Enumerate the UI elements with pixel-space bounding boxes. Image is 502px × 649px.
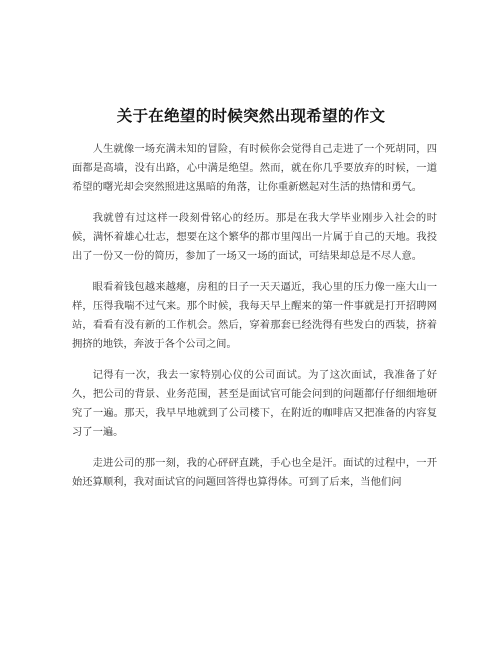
paragraph-3: 眼看着钱包越来越瘪，房租的日子一天天逼近，我心里的压力像一座大山一样，压得我喘不过气来。那个时候，我每天早上醒来的第一件事就是打开招聘网站，看看有没有新的工作机会。然后，穿着那套已经洗得有些发白的西装，挤着拥挤的地铁，奔波于各个公司之间。	[72, 281, 437, 350]
document-body	[72, 140, 437, 504]
paragraph-2: 我就曾有过这样一段刻骨铭心的经历。那是在我大学毕业刚步入社会的时候，满怀着雄心壮志，想要在这个繁华的都市里闯出一片属于自己的天地。我投出了一份又一份的简历，参加了一场又一场的面试，可结果却总是不尽人意。	[72, 212, 437, 262]
paragraph-4: 记得有一次，我去一家特别心仪的公司面试。为了这次面试，我准备了好久，把公司的背景、业务范围，甚至是面试官可能会问到的问题都仔仔细细地研究了一遍。那天，我早早地就到了公司楼下，在附近的咖啡店又把准备的内容复习了一遍。	[72, 369, 437, 438]
paragraph-1: 人生就像一场充满未知的冒险，有时候你会觉得自己走进了一个死胡同，四面都是高墙，没有出路，心中满是绝望。然而，就在你几乎要放弃的时候，一道希望的曙光却会突然照进这黑暗的角落，让你重新燃起对生活的热情和勇气。	[72, 143, 437, 193]
paragraph-5: 走进公司的那一刻，我的心砰砰直跳，手心也全是汗。面试的过程中，一开始还算顺利，我对面试官的问题回答得也算得体。可到了后来，当他们问	[72, 457, 437, 488]
document-title: 关于在绝望的时候突然出现希望的作文	[116, 107, 386, 125]
